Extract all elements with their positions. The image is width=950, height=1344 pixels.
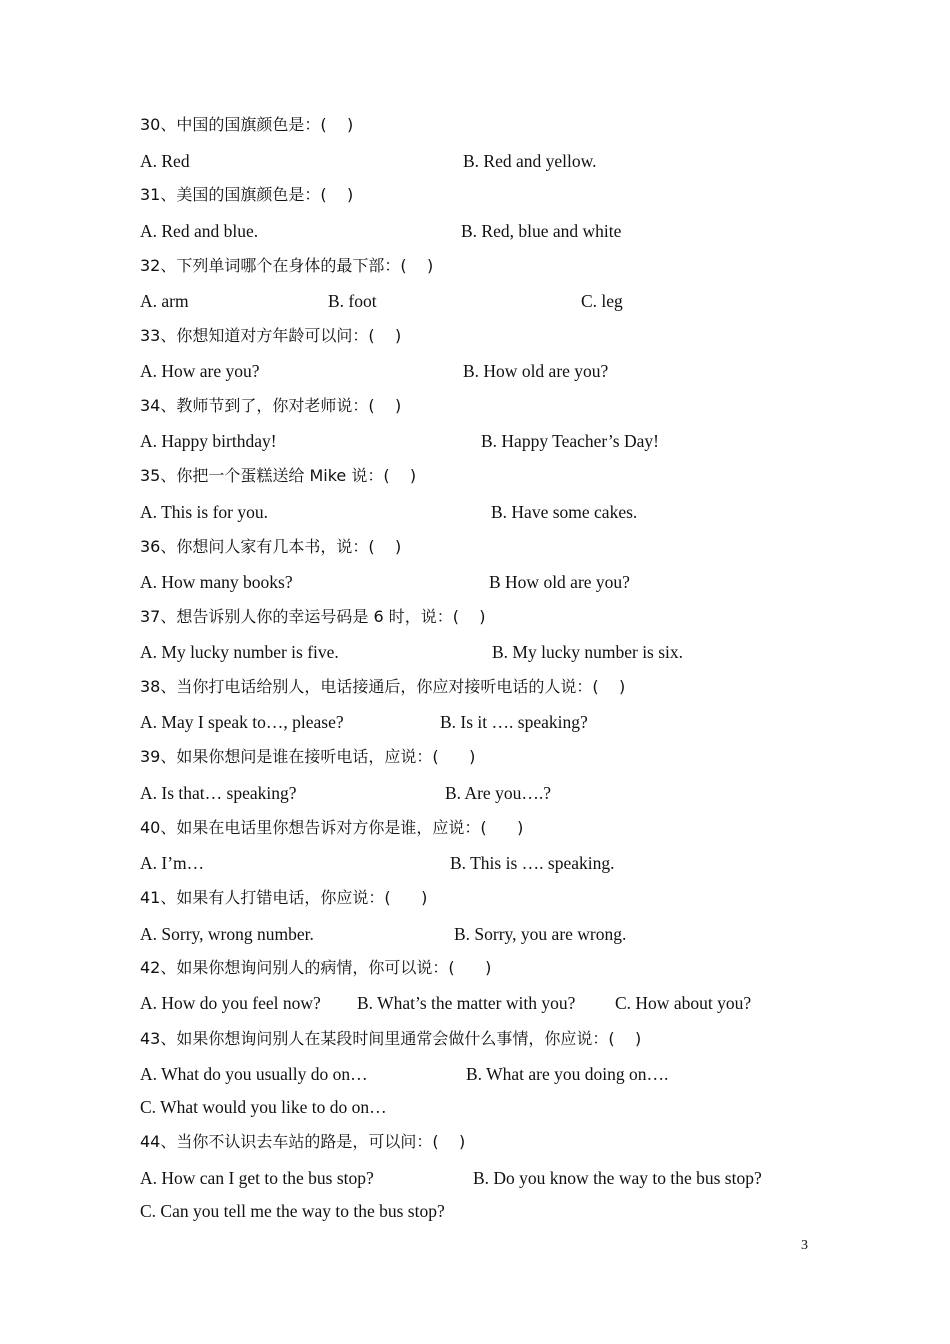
option-b: B. Red and yellow. bbox=[463, 151, 597, 171]
option-a: A. What do you usually do on… bbox=[140, 1064, 368, 1084]
option-a: A. How do you feel now? bbox=[140, 993, 321, 1013]
question-40: 40、如果在电话里你想告诉对方你是谁，应说：( ) bbox=[140, 818, 524, 837]
option-c: C. How about you? bbox=[615, 993, 752, 1013]
option-b: B How old are you? bbox=[489, 572, 630, 592]
question-34: 34、教师节到了，你对老师说：( ) bbox=[140, 396, 402, 415]
page-number: 3 bbox=[801, 1238, 808, 1253]
option-c: C. What would you like to do on… bbox=[140, 1097, 387, 1117]
option-b: B. Is it …. speaking? bbox=[440, 712, 588, 732]
option-b: B. Have some cakes. bbox=[491, 502, 638, 522]
option-c: C. leg bbox=[581, 291, 623, 311]
option-a: A. This is for you. bbox=[140, 502, 269, 522]
question-44: 44、当你不认识去车站的路是，可以问：( ) bbox=[140, 1132, 466, 1151]
option-b: B. Do you know the way to the bus stop? bbox=[473, 1168, 762, 1188]
option-b: B. Sorry, you are wrong. bbox=[454, 924, 627, 944]
option-a: A. May I speak to…, please? bbox=[140, 712, 344, 732]
option-b: B. What are you doing on…. bbox=[466, 1064, 669, 1084]
option-b: B. How old are you? bbox=[463, 361, 609, 381]
option-b: B. What’s the matter with you? bbox=[357, 993, 576, 1013]
question-42: 42、如果你想询问别人的病情，你可以说：( ) bbox=[140, 958, 492, 977]
question-35: 35、你把一个蛋糕送给 Mike 说：( ) bbox=[140, 466, 417, 485]
question-43: 43、如果你想询问别人在某段时间里通常会做什么事情，你应说：( ) bbox=[140, 1029, 642, 1048]
question-31: 31、美国的国旗颜色是：( ) bbox=[140, 185, 354, 204]
question-36: 36、你想问人家有几本书，说：( ) bbox=[140, 537, 402, 556]
option-b: B. My lucky number is six. bbox=[492, 642, 684, 662]
question-37: 37、想告诉别人你的幸运号码是 6 时，说：( ) bbox=[140, 607, 486, 626]
option-b: B. Happy Teacher’s Day! bbox=[481, 431, 659, 451]
option-a: A. Is that… speaking? bbox=[140, 783, 297, 803]
option-c: C. Can you tell me the way to the bus stop? bbox=[140, 1201, 445, 1221]
question-33: 33、你想知道对方年龄可以问：( ) bbox=[140, 326, 402, 345]
option-a: A. How many books? bbox=[140, 572, 293, 592]
option-a: A. I’m… bbox=[140, 853, 205, 873]
question-32: 32、下列单词哪个在身体的最下部：( ) bbox=[140, 256, 434, 275]
option-a: A. Happy birthday! bbox=[140, 431, 277, 451]
option-a: A. Sorry, wrong number. bbox=[140, 924, 314, 944]
option-b: B. Are you….? bbox=[445, 783, 551, 803]
option-a: A. How are you? bbox=[140, 361, 260, 381]
option-b: B. foot bbox=[328, 291, 377, 311]
option-a: A. arm bbox=[140, 291, 189, 311]
option-a: A. How can I get to the bus stop? bbox=[140, 1168, 374, 1188]
option-a: A. Red bbox=[140, 151, 190, 171]
question-30: 30、中国的国旗颜色是：( ) bbox=[140, 115, 354, 134]
option-b: B. This is …. speaking. bbox=[450, 853, 615, 873]
question-41: 41、如果有人打错电话，你应说：( ) bbox=[140, 888, 428, 907]
question-38: 38、当你打电话给别人，电话接通后，你应对接听电话的人说：( ) bbox=[140, 677, 626, 696]
option-b: B. Red, blue and white bbox=[461, 221, 622, 241]
option-a: A. My lucky number is five. bbox=[140, 642, 339, 662]
question-39: 39、如果你想问是谁在接听电话，应说：( ) bbox=[140, 747, 476, 766]
option-a: A. Red and blue. bbox=[140, 221, 259, 241]
